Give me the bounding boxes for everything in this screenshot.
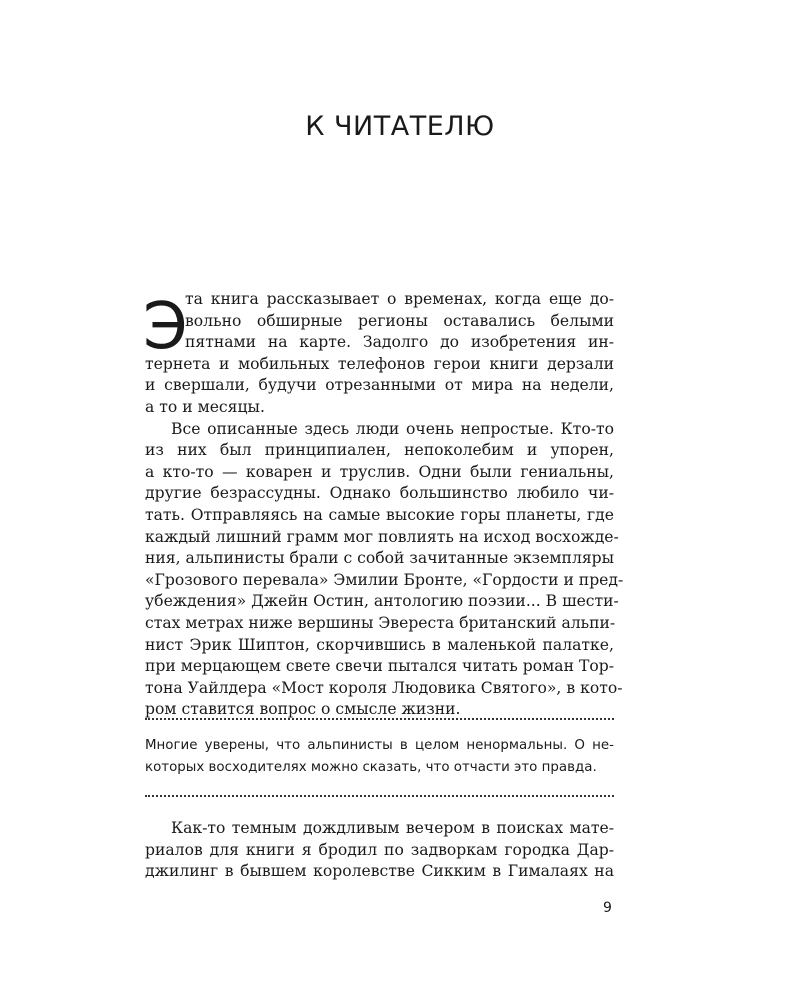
text-line: другие безрассудны. Однако большинство любило чи-: [145, 484, 614, 503]
text-line: та книга рассказывает о временах, когда еще до-: [185, 290, 614, 308]
text-line: а кто-то — коварен и труслив. Одни были гениальны,: [145, 462, 614, 481]
text-line: стах метрах ниже вершины Эвереста британский альпи-: [145, 613, 616, 632]
text-line: риалов для книги я бродил по задворкам городка Дар-: [145, 840, 614, 859]
text-line: «Грозового перевала» Эмилии Бронте, «Гордости и пред-: [145, 570, 624, 589]
chapter-title: К ЧИТАТЕЛЮ: [305, 111, 495, 142]
text-line: Все описанные здесь люди очень непростые. Кто-то: [171, 419, 614, 438]
drop-cap: Э: [143, 290, 188, 364]
text-line: а то и месяцы.: [145, 397, 265, 416]
text-line: джилинг в бывшем королевстве Сикким в Гималаях на: [145, 862, 614, 881]
text-line: и свершали, будучи отрезанными от мира на недели,: [145, 376, 614, 395]
text-line: ром ставится вопрос о смысле жизни.: [145, 700, 461, 719]
text-line: ния, альпинисты брали с собой зачитанные экземпляры: [145, 549, 615, 568]
paragraph-3: [145, 818, 614, 883]
text-line: пятнами на карте. Задолго до изобретения ин-: [185, 333, 614, 352]
text-line: тернета и мобильных телефонов герои книги дерзали: [145, 354, 614, 373]
text-line: убеждения» Джейн Остин, антологию поэзии... В шести-: [145, 592, 619, 611]
text-line: тать. Отправляясь на самые высокие горы планеты, где: [145, 505, 614, 524]
text-line: нист Эрик Шиптон, скорчившись в маленькой палатке,: [145, 635, 614, 654]
paragraph-1: [145, 289, 614, 419]
text-line: каждый лишний грамм мог повлиять на исход восхожде-: [145, 527, 619, 546]
dotted-divider-top: [145, 718, 614, 720]
text-line: при мерцающем свете свечи пытался читать роман Тор-: [145, 657, 614, 676]
dotted-divider-bottom: [145, 795, 614, 797]
paragraph-2: [145, 419, 624, 721]
text-line: Как-то темным дождливым вечером в поисках мате-: [171, 819, 614, 837]
text-line: из них был принципиален, непоколебим и упорен,: [145, 441, 614, 460]
page-number: 9: [603, 900, 612, 916]
text-line: Многие уверены, что альпинисты в целом ненормальны. О не-: [145, 738, 614, 753]
pull-quote: [145, 735, 614, 778]
text-line: которых восходителях можно сказать, что отчасти это правда.: [145, 759, 597, 775]
intro-text: [143, 289, 624, 721]
text-line: тона Уайлдера «Мост короля Людовика Святого», в кото-: [145, 678, 623, 697]
text-line: вольно обширные регионы оставались белыми: [185, 311, 614, 330]
